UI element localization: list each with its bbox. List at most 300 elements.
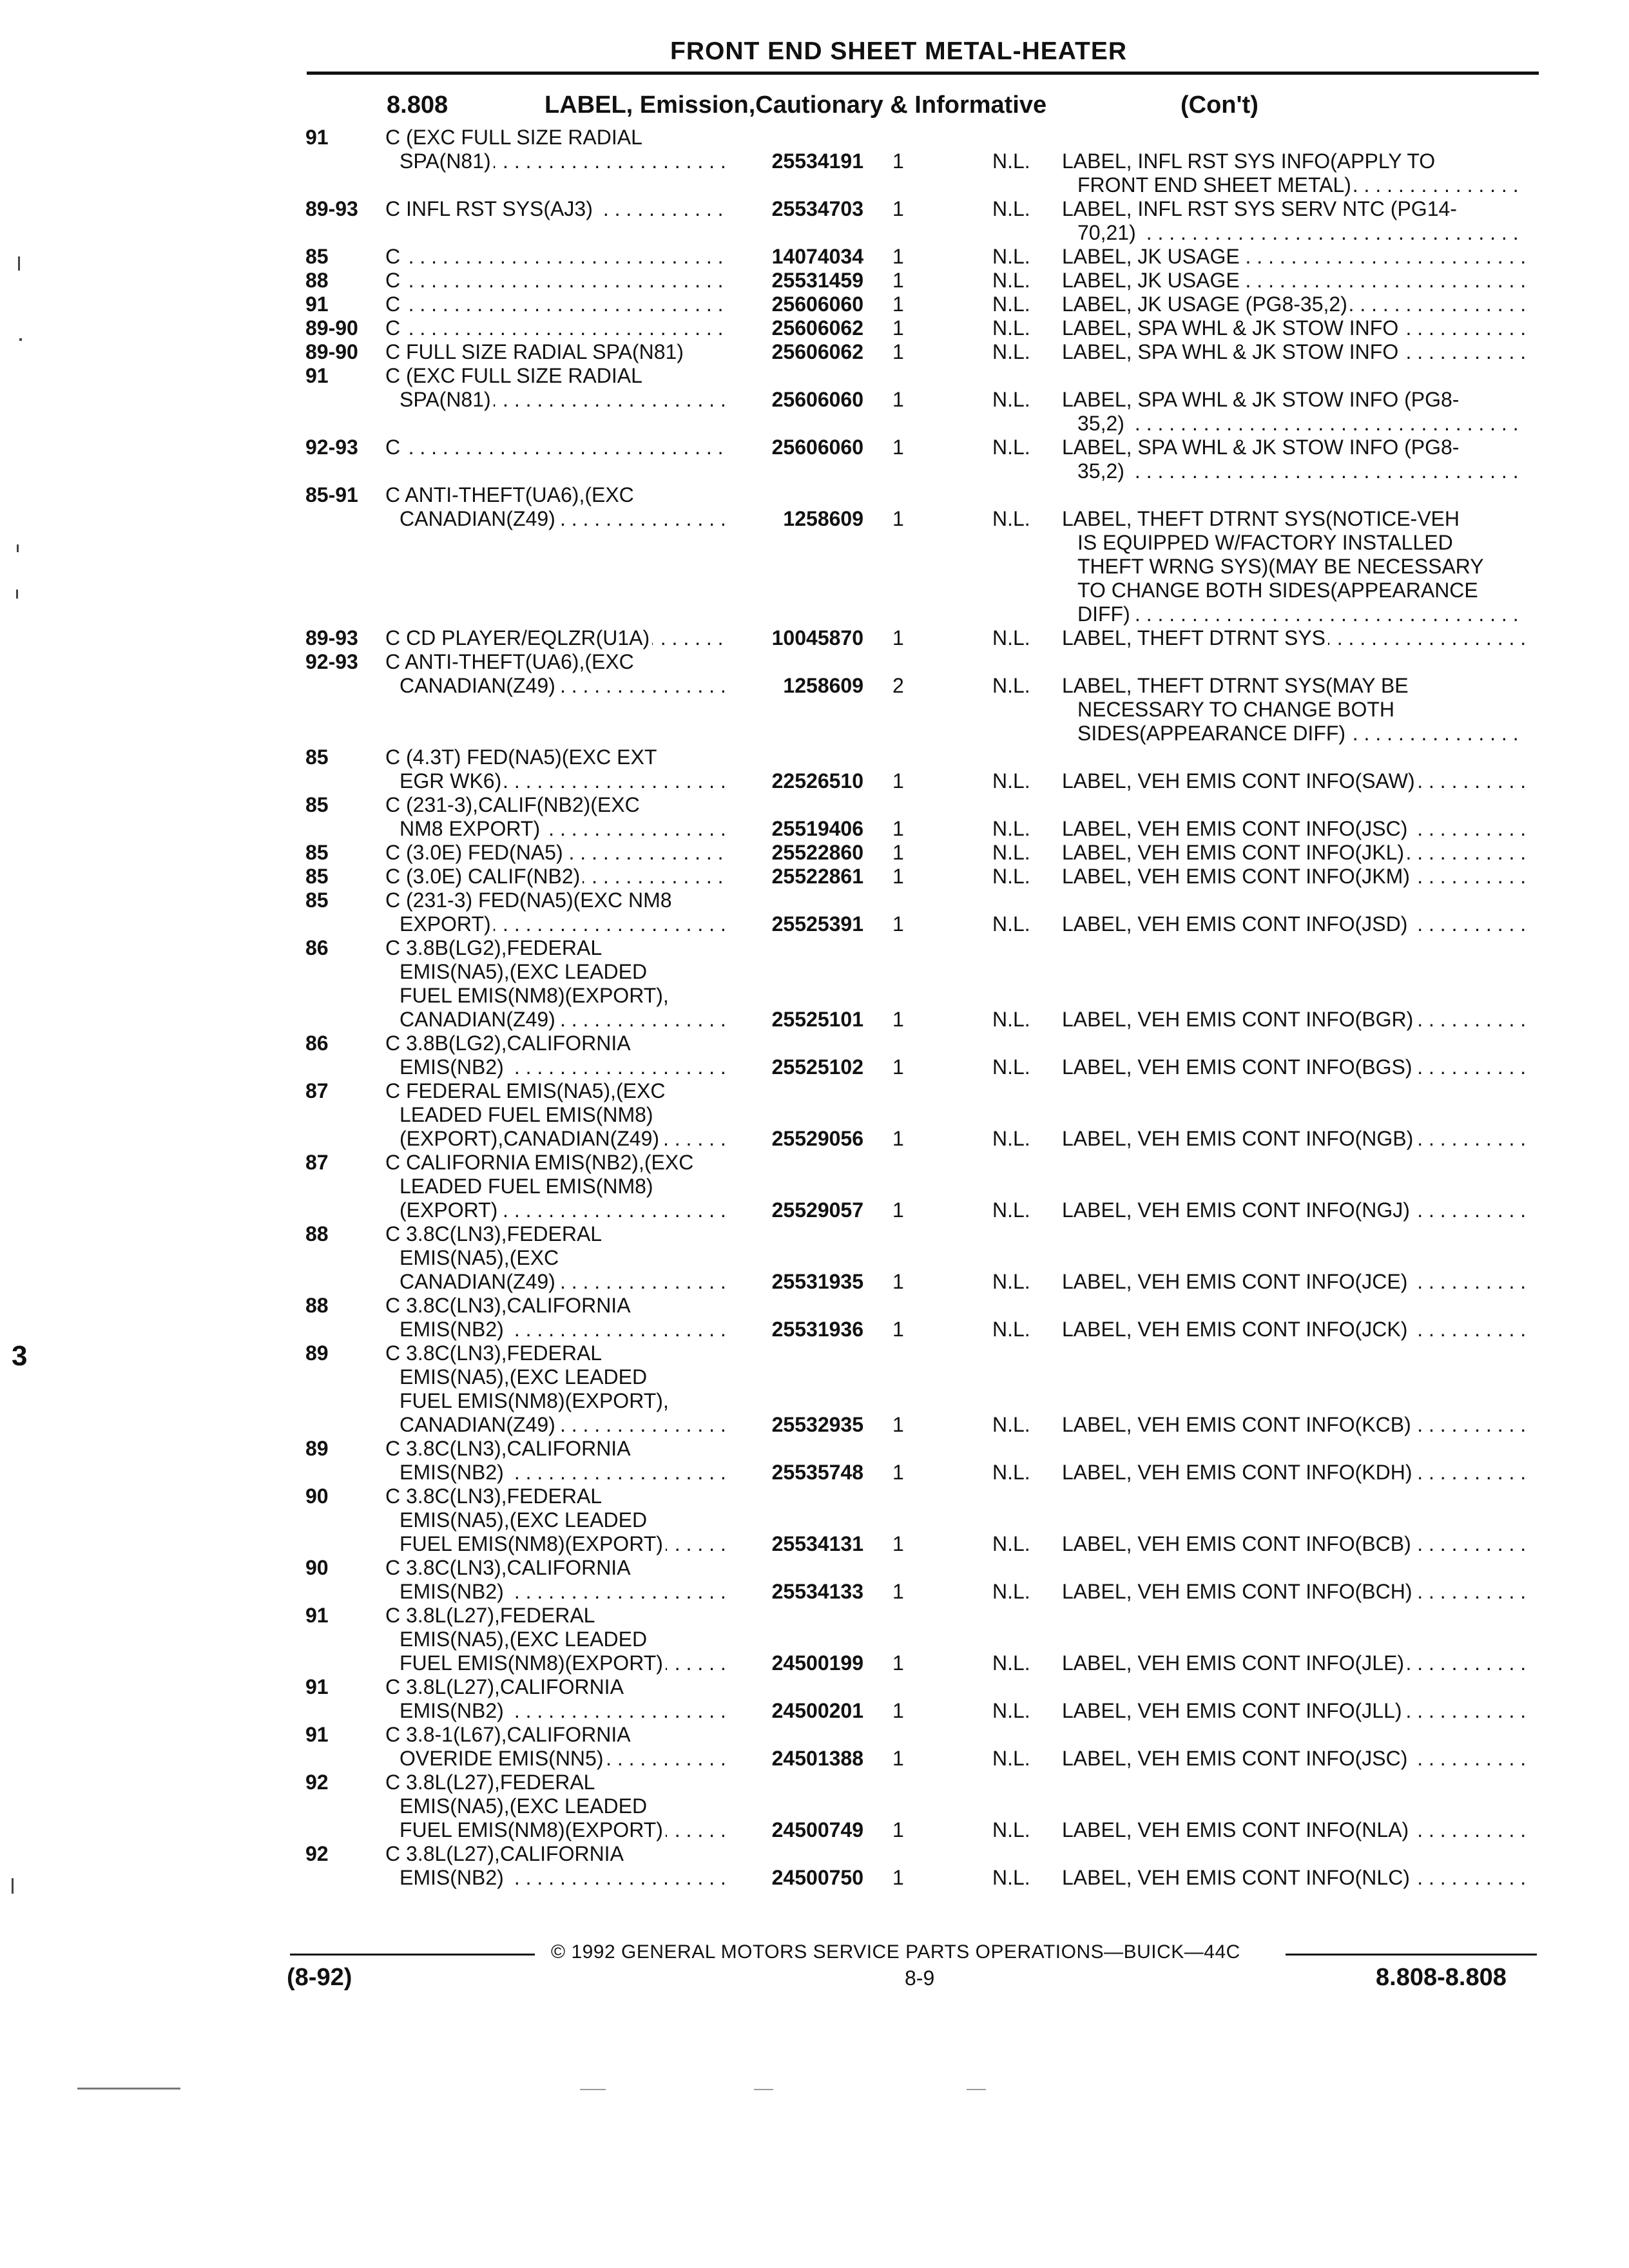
application (385, 936, 729, 960)
application (385, 745, 729, 769)
description (1062, 626, 1526, 650)
description (1077, 173, 1526, 197)
model-years: 90 (305, 1485, 329, 1508)
application (385, 889, 729, 912)
model-years: 89-93 (305, 626, 358, 649)
entry-line (0, 1485, 1629, 1508)
application (400, 1246, 729, 1270)
entry-line (0, 507, 1629, 531)
description-text: LABEL, VEH EMIS CONT INFO(BCB) (1062, 1532, 1414, 1555)
description (1062, 197, 1526, 221)
quantity: 1 (892, 1008, 904, 1031)
application (400, 1699, 729, 1723)
application-text: EMIS(NB2) (400, 1461, 506, 1484)
application-text: C 3.8L(L27),FEDERAL (385, 1604, 597, 1627)
part-number: 25532935 (771, 1413, 863, 1436)
application-text: C 3.8C(LN3),FEDERAL (385, 1485, 604, 1508)
not-listed-code: N.L. (992, 1270, 1030, 1293)
entry-line (0, 1771, 1629, 1794)
application (400, 1580, 729, 1604)
description (1062, 841, 1526, 865)
description (1062, 245, 1526, 269)
not-listed-code: N.L. (992, 1580, 1030, 1603)
part-number: 24500750 (771, 1866, 863, 1889)
description (1062, 1651, 1526, 1675)
model-years: 88 (305, 1294, 329, 1317)
entry-line (0, 531, 1629, 555)
application (400, 1794, 729, 1818)
application-text: C 3.8L(L27),CALIFORNIA (385, 1842, 626, 1865)
part-number: 10045870 (771, 626, 863, 649)
quantity: 1 (892, 1699, 904, 1722)
margin-mark: 3 (12, 1340, 28, 1372)
entry-line (0, 793, 1629, 817)
description-text: LABEL, SPA WHL & JK STOW INFO (PG8- (1062, 436, 1461, 459)
entry-line (0, 1461, 1629, 1485)
model-years: 89-93 (305, 197, 358, 220)
entry-line (0, 412, 1629, 436)
quantity: 1 (892, 1651, 904, 1675)
entry-line (0, 1032, 1629, 1055)
application (385, 1723, 729, 1747)
part-number: 22526510 (771, 769, 863, 793)
description-text: NECESSARY TO CHANGE BOTH (1077, 698, 1397, 721)
application-text: EMIS(NA5),(EXC LEADED (400, 1508, 650, 1532)
application (385, 1222, 729, 1246)
application-text: EXPORT) (400, 912, 494, 936)
entry-line (0, 1175, 1629, 1198)
application-text: C 3.8B(LG2),FEDERAL (385, 936, 604, 959)
not-listed-code: N.L. (992, 1055, 1030, 1079)
margin-dot (19, 338, 22, 341)
description-text: LABEL, VEH EMIS CONT INFO(JSC) (1062, 817, 1410, 840)
part-number: 25535748 (771, 1461, 863, 1484)
not-listed-code: N.L. (992, 507, 1030, 530)
not-listed-code: N.L. (992, 1747, 1030, 1770)
part-number: 25529057 (771, 1198, 863, 1222)
quantity: 1 (892, 1318, 904, 1341)
entry-line (0, 674, 1629, 698)
model-years: 85 (305, 793, 329, 816)
entry-line (0, 1318, 1629, 1341)
application-text: C CD PLAYER/EQLZR(U1A) (385, 626, 652, 649)
part-entry (0, 1341, 1629, 1437)
application (385, 197, 729, 221)
entry-line (0, 1389, 1629, 1413)
application (400, 149, 729, 173)
description-text: LABEL, INFL RST SYS SERV NTC (PG14- (1062, 197, 1460, 220)
description-text: LABEL, VEH EMIS CONT INFO(BGS) (1062, 1055, 1415, 1079)
footer-rule-left (290, 1954, 535, 1956)
part-number: 24500749 (771, 1818, 863, 1841)
application (385, 1341, 729, 1365)
entry-line (0, 1508, 1629, 1532)
entry-line (0, 984, 1629, 1008)
application (400, 1818, 729, 1842)
part-entry (0, 245, 1629, 269)
application (400, 912, 729, 936)
application-text: C (EXC FULL SIZE RADIAL (385, 364, 645, 387)
description-text: LABEL, VEH EMIS CONT INFO(KCB) (1062, 1413, 1414, 1436)
description (1062, 1127, 1526, 1151)
part-entry (0, 1079, 1629, 1151)
application (400, 1461, 729, 1485)
application-text: C 3.8-1(L67),CALIFORNIA (385, 1723, 633, 1746)
application (400, 817, 729, 841)
part-entry (0, 197, 1629, 245)
application-text: OVERIDE EMIS(NN5) (400, 1747, 606, 1770)
not-listed-code: N.L. (992, 1818, 1030, 1841)
application (385, 340, 729, 364)
part-number: 25606060 (771, 293, 863, 316)
part-number: 25525102 (771, 1055, 863, 1079)
footer-rule-right (1286, 1954, 1537, 1956)
description (1062, 674, 1526, 698)
entry-line (0, 1365, 1629, 1389)
description-text: 35,2) (1077, 412, 1127, 435)
model-years: 85 (305, 865, 329, 888)
part-entry (0, 745, 1629, 793)
application-text: EMIS(NA5),(EXC (400, 1246, 561, 1269)
model-years: 91 (305, 364, 329, 387)
entry-line (0, 149, 1629, 173)
application-text: C FEDERAL EMIS(NA5),(EXC (385, 1079, 668, 1102)
application (400, 507, 729, 531)
part-entry (0, 1771, 1629, 1842)
entry-line (0, 1842, 1629, 1866)
entry-line (0, 340, 1629, 364)
model-years: 91 (305, 1723, 329, 1746)
application-text: C (231-3) FED(NA5)(EXC NM8 (385, 889, 675, 912)
description-text: LABEL, VEH EMIS CONT INFO(JLL) (1062, 1699, 1405, 1722)
application (385, 1032, 729, 1055)
application-text: C (385, 293, 403, 316)
application-text: EGR WK6) (400, 769, 504, 793)
entry-line (0, 1723, 1629, 1747)
description-text: LABEL, VEH EMIS CONT INFO(NLA) (1062, 1818, 1411, 1841)
section-continued: (Con't) (1181, 91, 1258, 119)
application (385, 1437, 729, 1461)
part-entry (0, 269, 1629, 293)
application-text: NM8 EXPORT) (400, 817, 543, 840)
not-listed-code: N.L. (992, 388, 1030, 411)
not-listed-code: N.L. (992, 674, 1030, 697)
application (400, 1008, 729, 1032)
model-years: 87 (305, 1151, 329, 1174)
quantity: 1 (892, 293, 904, 316)
part-number: 25531936 (771, 1318, 863, 1341)
model-years: 89 (305, 1437, 329, 1460)
description (1062, 865, 1526, 889)
application (385, 1675, 729, 1699)
application (400, 1103, 729, 1127)
entry-line (0, 626, 1629, 650)
part-entry (0, 1485, 1629, 1556)
description-text: LABEL, SPA WHL & JK STOW INFO (1062, 340, 1401, 363)
not-listed-code: N.L. (992, 269, 1030, 292)
part-entry (0, 126, 1629, 197)
not-listed-code: N.L. (992, 865, 1030, 888)
description (1077, 459, 1526, 483)
part-entry (0, 1151, 1629, 1222)
application-text: C (231-3),CALIF(NB2)(EXC (385, 793, 642, 816)
description-text: DIFF) (1077, 602, 1133, 626)
application (400, 984, 729, 1008)
description-text: LABEL, VEH EMIS CONT INFO(JKL) (1062, 841, 1407, 864)
description (1062, 1008, 1526, 1032)
part-number: 25534133 (771, 1580, 863, 1603)
description-text: LABEL, VEH EMIS CONT INFO(NLC) (1062, 1866, 1412, 1889)
application (385, 841, 729, 865)
application-text: C (385, 269, 403, 292)
margin-tick (12, 1878, 14, 1894)
entry-line (0, 1747, 1629, 1771)
part-entry (0, 316, 1629, 340)
application-text: C (4.3T) FED(NA5)(EXC EXT (385, 745, 659, 769)
part-number: 25606060 (771, 436, 863, 459)
application-text: FUEL EMIS(NM8)(EXPORT) (400, 1818, 666, 1841)
description-text: LABEL, INFL RST SYS INFO(APPLY TO (1062, 149, 1438, 173)
application-text: C 3.8L(L27),CALIFORNIA (385, 1675, 626, 1698)
application-text: (EXPORT) (400, 1198, 500, 1222)
description-text: LABEL, THEFT DTRNT SYS(MAY BE (1062, 674, 1411, 697)
part-entry (0, 293, 1629, 316)
entry-line (0, 1556, 1629, 1580)
description (1062, 1699, 1526, 1723)
model-years: 91 (305, 293, 329, 316)
entry-line (0, 865, 1629, 889)
application-text: C (3.0E) CALIF(NB2) (385, 865, 583, 888)
application (385, 316, 729, 340)
part-number: 25534191 (771, 149, 863, 173)
model-years: 89-90 (305, 340, 358, 363)
part-number: 25522861 (771, 865, 863, 888)
entry-line (0, 388, 1629, 412)
application (400, 674, 729, 698)
entry-line (0, 1055, 1629, 1079)
description-text: FRONT END SHEET METAL) (1077, 173, 1354, 197)
description (1077, 602, 1526, 626)
entry-line (0, 841, 1629, 865)
entry-line (0, 316, 1629, 340)
application-text: CANADIAN(Z49) (400, 1270, 558, 1293)
quantity: 1 (892, 817, 904, 840)
entry-line (0, 364, 1629, 388)
application-text: EMIS(NB2) (400, 1580, 506, 1603)
application (400, 1866, 729, 1890)
not-listed-code: N.L. (992, 1318, 1030, 1341)
entry-line (0, 745, 1629, 769)
description-text: LABEL, VEH EMIS CONT INFO(JCK) (1062, 1318, 1410, 1341)
not-listed-code: N.L. (992, 197, 1030, 220)
part-entry (0, 1294, 1629, 1341)
application (400, 1198, 729, 1222)
description (1062, 1270, 1526, 1294)
description (1077, 698, 1526, 722)
application-text: EMIS(NA5),(EXC LEADED (400, 1365, 650, 1389)
part-number: 25606060 (771, 388, 863, 411)
application-text: C ANTI-THEFT(UA6),(EXC (385, 483, 637, 506)
description (1062, 912, 1526, 936)
quantity: 1 (892, 340, 904, 363)
entry-line (0, 1794, 1629, 1818)
description (1062, 1532, 1526, 1556)
entry-line (0, 1103, 1629, 1127)
application-text: SPA(N81) (400, 388, 494, 411)
not-listed-code: N.L. (992, 1413, 1030, 1436)
application-text: EMIS(NB2) (400, 1866, 506, 1889)
application-text: C (385, 245, 403, 268)
model-years: 86 (305, 1032, 329, 1055)
application-text: C 3.8C(LN3),FEDERAL (385, 1341, 604, 1365)
application (385, 626, 729, 650)
quantity: 1 (892, 1461, 904, 1484)
application-text: FUEL EMIS(NM8)(EXPORT) (400, 1651, 666, 1675)
description-text: LABEL, JK USAGE (1062, 245, 1242, 268)
description-text: LABEL, VEH EMIS CONT INFO(JCE) (1062, 1270, 1410, 1293)
part-entry (0, 841, 1629, 865)
not-listed-code: N.L. (992, 293, 1030, 316)
quantity: 1 (892, 197, 904, 220)
part-number: 25534703 (771, 197, 863, 220)
description (1062, 388, 1526, 412)
application (385, 793, 729, 817)
application-text: (EXPORT),CANADIAN(Z49) (400, 1127, 662, 1150)
model-years: 90 (305, 1556, 329, 1579)
entry-line (0, 1580, 1629, 1604)
description (1062, 1055, 1526, 1079)
model-years: 85-91 (305, 483, 358, 506)
footer-section-range: 8.808-8.808 (1376, 1964, 1507, 1991)
part-entry (0, 1222, 1629, 1294)
entry-line (0, 1413, 1629, 1437)
part-number: 25525391 (771, 912, 863, 936)
model-years: 85 (305, 841, 329, 864)
application (385, 436, 729, 459)
application (400, 769, 729, 793)
entry-line (0, 579, 1629, 602)
part-entry (0, 1032, 1629, 1079)
margin-dot (17, 544, 19, 552)
quantity: 1 (892, 1413, 904, 1436)
not-listed-code: N.L. (992, 912, 1030, 936)
quantity: 1 (892, 1818, 904, 1841)
application (385, 1294, 729, 1318)
application-text: EMIS(NB2) (400, 1699, 506, 1722)
part-entry (0, 1437, 1629, 1485)
application-text: EMIS(NA5),(EXC LEADED (400, 960, 650, 983)
description-text: LABEL, THEFT DTRNT SYS(NOTICE-VEH (1062, 507, 1462, 530)
section-code: 8.808 (387, 91, 448, 119)
part-entry (0, 865, 1629, 889)
part-entry (0, 650, 1629, 745)
application (400, 1365, 729, 1389)
quantity: 1 (892, 1127, 904, 1150)
footer-date: (8-92) (287, 1964, 352, 1991)
application (400, 1055, 729, 1079)
application (400, 1628, 729, 1651)
part-number: 25519406 (771, 817, 863, 840)
description (1062, 1580, 1526, 1604)
entry-line (0, 1341, 1629, 1365)
model-years: 86 (305, 936, 329, 959)
description-text: THEFT WRNG SYS)(MAY BE NECESSARY (1077, 555, 1487, 578)
application-text: C 3.8C(LN3),FEDERAL (385, 1222, 604, 1245)
application-text: C 3.8C(LN3),CALIFORNIA (385, 1294, 633, 1317)
application-text: EMIS(NB2) (400, 1318, 506, 1341)
part-number: 1258609 (783, 507, 863, 530)
description (1062, 769, 1526, 793)
model-years: 91 (305, 1604, 329, 1627)
not-listed-code: N.L. (992, 316, 1030, 340)
quantity: 1 (892, 1580, 904, 1603)
quantity: 1 (892, 626, 904, 649)
description (1062, 316, 1526, 340)
quantity: 1 (892, 1747, 904, 1770)
quantity: 1 (892, 912, 904, 936)
part-entry (0, 626, 1629, 650)
application-text: C FULL SIZE RADIAL SPA(N81) (385, 340, 686, 363)
application-text: C INFL RST SYS(AJ3) (385, 197, 595, 220)
not-listed-code: N.L. (992, 1008, 1030, 1031)
quantity: 1 (892, 865, 904, 888)
description-text: LABEL, SPA WHL & JK STOW INFO (PG8- (1062, 388, 1461, 411)
part-number: 25525101 (771, 1008, 863, 1031)
part-entry (0, 1675, 1629, 1723)
margin-tick (18, 256, 20, 271)
application (385, 1485, 729, 1508)
not-listed-code: N.L. (992, 1198, 1030, 1222)
not-listed-code: N.L. (992, 626, 1030, 649)
quantity: 1 (892, 316, 904, 340)
application (400, 1508, 729, 1532)
description (1062, 1866, 1526, 1890)
not-listed-code: N.L. (992, 149, 1030, 173)
application (385, 1151, 729, 1175)
entry-line (0, 1127, 1629, 1151)
description (1062, 340, 1526, 364)
entry-line (0, 1151, 1629, 1175)
description-text: LABEL, VEH EMIS CONT INFO(NGJ) (1062, 1198, 1412, 1222)
application (385, 364, 729, 388)
description (1077, 412, 1526, 436)
description-text: LABEL, VEH EMIS CONT INFO(NGB) (1062, 1127, 1416, 1150)
model-years: 88 (305, 269, 329, 292)
not-listed-code: N.L. (992, 340, 1030, 363)
quantity: 1 (892, 507, 904, 530)
part-number: 25529056 (771, 1127, 863, 1150)
part-entry (0, 483, 1629, 626)
not-listed-code: N.L. (992, 1866, 1030, 1889)
application-text: SPA(N81) (400, 149, 494, 173)
application (385, 245, 729, 269)
entry-line (0, 1818, 1629, 1842)
application (385, 650, 729, 674)
application (385, 1842, 729, 1866)
description-text: LABEL, SPA WHL & JK STOW INFO (1062, 316, 1401, 340)
description-text: 70,21) (1077, 221, 1139, 244)
description (1062, 149, 1526, 173)
part-number: 24500199 (771, 1651, 863, 1675)
description-text: LABEL, JK USAGE (1062, 269, 1242, 292)
section-title: LABEL, Emission,Cautionary & Informative (545, 91, 1047, 119)
description-text: LABEL, VEH EMIS CONT INFO(BGR) (1062, 1008, 1416, 1031)
application (400, 1747, 729, 1771)
application-text: C (EXC FULL SIZE RADIAL (385, 126, 645, 149)
description-text: LABEL, VEH EMIS CONT INFO(JSC) (1062, 1747, 1410, 1770)
header-rule (307, 72, 1539, 75)
application (385, 1771, 729, 1794)
